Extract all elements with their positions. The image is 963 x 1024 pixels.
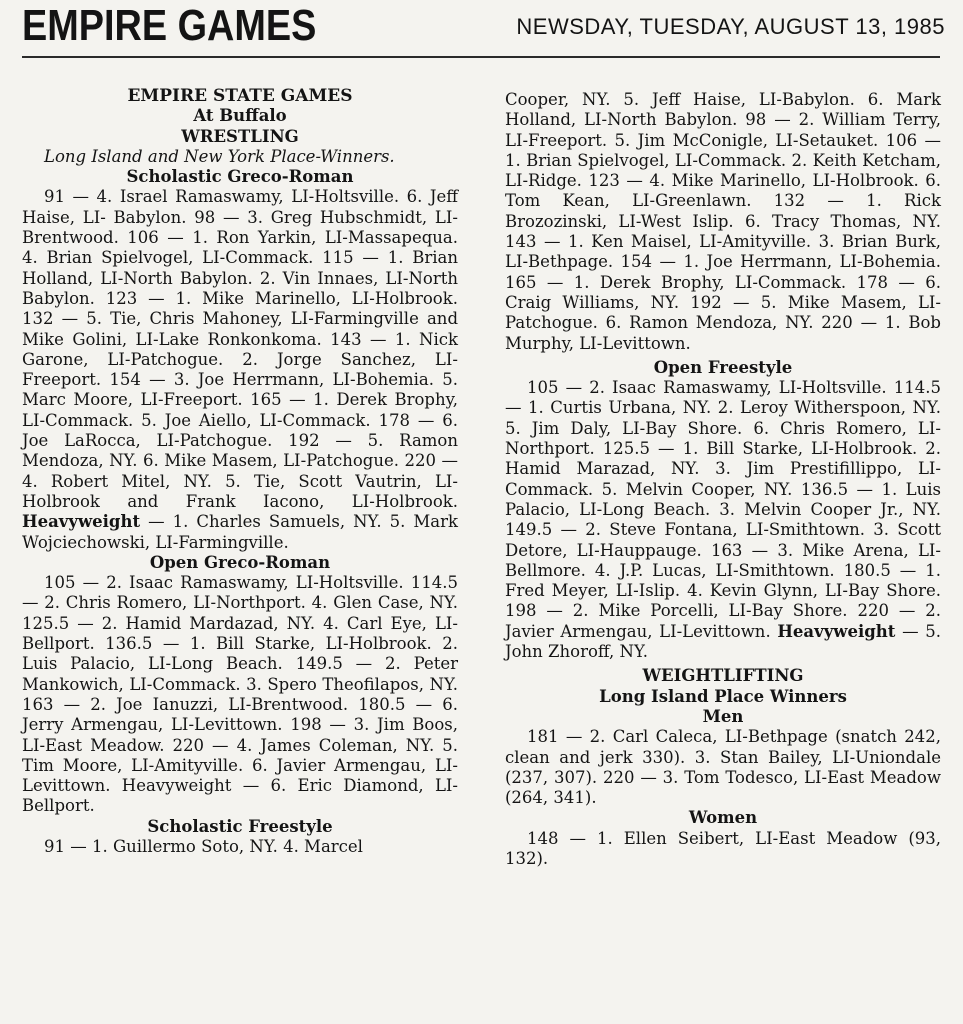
weightlifting-heading: WEIGHTLIFTING — [642, 666, 804, 686]
open-freestyle-results — [505, 378, 941, 662]
scholastic-freestyle-results-start: 91 — 1. Guillermo Soto, NY. 4. Marcel — [44, 836, 363, 856]
scholastic-greco-heavyweight-results: — 1. Charles Samuels, NY. 5. Mark Wojciechowski, LI-Farmingville. — [22, 512, 458, 552]
masthead-rule — [22, 56, 940, 58]
women-heading: Women — [688, 808, 758, 828]
open-freestyle-heavyweight-results: — 5. John Zhoroff, NY. — [505, 621, 941, 662]
masthead — [0, 0, 963, 60]
women-results: 148 — 1. Ellen Seibert, LI-East Meadow (93, 132). — [505, 828, 941, 868]
section-name: EMPIRE GAMES — [22, 1, 317, 50]
scholastic-greco-results — [22, 187, 458, 552]
article-location: At Buffalo — [193, 106, 287, 126]
open-freestyle-heading: Open Freestyle — [653, 357, 793, 377]
scholastic-greco-heavyweight-label: Heavyweight — [22, 512, 141, 532]
scholastic-freestyle-results-cont: Cooper, NY. 5. Jeff Haise, LI-Babylon. 6. Mark Holland, LI-North Babylon. 98 — 2. William Terry, LI-Freeport. 5. Jim McConigle, LI-Setauket. 106 — 1. Brian Spielvogel, LI-Commack. 2. Keith Ketcham, LI-Ridge. 123 — 4. Mike Marinello, LI-Holbrook. 6. Tom Kean, LI-Greenlawn. 132 — 1. Rick Brozozinski, LI-West Islip. 6. Tracy Thomas, NY. 143 — 1. Ken Maisel, LI-Amityville. 3. Brian Burk, LI-Bethpage. 154 — 1. Joe Herrmann, LI-Bohemia. 165 — 1. Derek Brophy, LI-Commack. 178 — 6. Craig Williams, NY. 192 — 5. Mike Masem, LI-Patchogue. 6. Ramon Mendoza, NY. 220 — 1. Bob Murphy, LI-Levittown. — [505, 90, 941, 353]
dateline: NEWSDAY, TUESDAY, AUGUST 13, 1985 — [516, 14, 945, 39]
scholastic-greco-results-text: 91 — 4. Israel Ramaswamy, LI-Holtsville. 6. Jeff Haise, LI- Babylon. 98 — 3. Greg Hubschmidt, LI-Brentwood. 106 — 1. Ron Yarkin, LI-Massapequa. 4. Brian Spielvogel, LI-Commack. 115 — 1. Brian Holland, LI-North Babylon. 2. Vin Innaes, LI-North Babylon. 123 — 1. Mike Marinello, LI-Holbrook. 132 — 5. Tie, Chris Mahoney, LI-Farmingville and Mike Golini, LI-Lake Ronkonkoma. 143 — 1. Nick Garone, LI-Patchogue. 2. Jorge Sanchez, LI-Freeport. 154 — 3. Joe Herrmann, LI-Bohemia. 5. Marc Moore, LI-Freeport. 165 — 1. Derek Brophy, LI-Commack. 5. Joe Aiello, LI-Commack. 178 — 6. Joe LaRocca, LI-Patchogue. 192 — 5. Ramon Mendoza, NY. 6. Mike Masem, LI-Patchogue. 220 — 4. Robert Mitel, NY. 5. Tie, Scott Vautrin, LI-Holbrook and Frank Iacono, LI-Holbrook. — [22, 187, 458, 511]
weightlifting-subheading: Long Island Place Winners — [599, 686, 847, 706]
men-results: 181 — 2. Carl Caleca, LI-Bethpage (snatch 242, clean and jerk 330). 3. Stan Bailey, LI-Uniondale (237, 307). 220 — 3. Tom Todesco, LI-East Meadow (264, 341). — [505, 727, 941, 808]
wrestling-intro: Long Island and New York Place-Winners. — [44, 146, 395, 166]
open-freestyle-results-text: 105 — 2. Isaac Ramaswamy, LI-Holtsville. 114.5 — 1. Curtis Urbana, NY. 2. Leroy Witherspoon, NY. 5. Jim Daly, LI-Bay Shore. 6. Chris Romero, LI-Northport. 125.5 — 1. Bill Starke, LI-Holbrook. 2. Hamid Marazad, NY. 3. Jim Prestifillippo, LI-Commack. 5. Melvin Cooper, NY. 136.5 — 1. Luis Palacio, LI-Long Beach. 3. Melvin Cooper Jr., NY. 149.5 — 2. Steve Fontana, LI-Smithtown. 3. Scott Detore, LI-Hauppauge. 163 — 3. Mike Arena, LI-Bellmore. 4. J.P. Lucas, LI-Smithtown. 180.5 — 1. Fred Meyer, LI-Islip. 4. Kevin Glynn, LI-Bay Shore. 198 — 2. Mike Porcelli, LI-Bay Shore. 220 — 2. Javier Armengau, LI-Levittown. — [505, 378, 941, 641]
column-right — [505, 90, 941, 869]
men-heading: Men — [702, 706, 744, 726]
wrestling-heading: WRESTLING — [181, 126, 299, 146]
open-greco-results: 105 — 2. Isaac Ramaswamy, LI-Holtsville. 114.5 — 2. Chris Romero, LI-Northport. 4. Glen Case, NY. 125.5 — 2. Hamid Mardazad, NY. 4. Carl Eye, LI-Bellport. 136.5 — 1. Bill Starke, LI-Holbrook. 2. Luis Palacio, LI-Long Beach. 149.5 — 2. Peter Mankowich, LI-Commack. 3. Spero Theofilapos, NY. 163 — 2. Joe Ianuzzi, LI-Brentwood. 180.5 — 6. Jerry Armengau, LI-Levittown. 198 — 3. Jim Boos, LI-East Meadow. 220 — 4. James Coleman, NY. 5. Tim Moore, LI-Amityville. 6. Javier Armengau, LI-Levittown. Heavyweight — 6. Eric Diamond, LI-Bellport. — [22, 573, 458, 816]
scholastic-greco-heading: Scholastic Greco-Roman — [126, 167, 354, 187]
scholastic-freestyle-heading: Scholastic Freestyle — [147, 816, 333, 836]
column-left — [22, 86, 458, 857]
open-freestyle-heavyweight-label: Heavyweight — [777, 621, 896, 641]
article-title: EMPIRE STATE GAMES — [127, 86, 353, 106]
open-greco-heading: Open Greco-Roman — [149, 552, 331, 572]
